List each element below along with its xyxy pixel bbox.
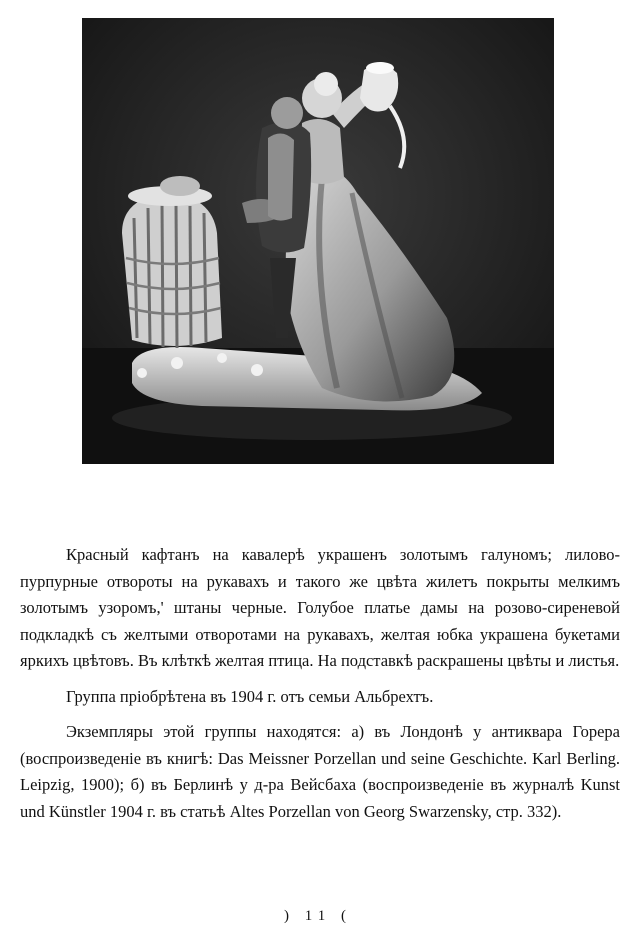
photo-plate [82,18,554,464]
page-number: ) 11 ( [284,908,352,924]
paragraph-other-copies: Экземпляры этой группы находятся: а) въ Лондонѣ у антиквара Горера (воспроизведеніе въ книгѣ: Das Meissner Porzellan und seine Geschichte. Karl Berling. Leipzig, 1900); б) въ Берлинѣ у д-ра Вейсбаха (воспроизведеніе въ журналѣ Kunst und Künstler 1904 г. въ статьѣ Altes Porzellan von Georg Swarzensky, стр. 332). [20,722,620,821]
description-text [20,542,620,834]
paragraph-acquisition: Группа пріобрѣтена въ 1904 г. отъ семьи Альбрехтъ. [66,686,434,706]
paragraph-colors: Красный кафтанъ на кавалерѣ украшенъ золотымъ галуномъ; лилово-пурпурные отвороты на рукавахъ и такого же цвѣта жилетъ покрыты мелкимъ золотымъ узоромъ,' штаны черные. Голубое платье дамы на розово-сиреневой подкладкѣ съ желтыми отворотами на рукавахъ, желтая юбка украшена букетами яркихъ цвѣтовъ. Въ клѣткѣ желтая птица. На подставкѣ раскрашены цвѣты и листья. [20,545,620,670]
porcelain-figure-illustration [82,18,554,464]
